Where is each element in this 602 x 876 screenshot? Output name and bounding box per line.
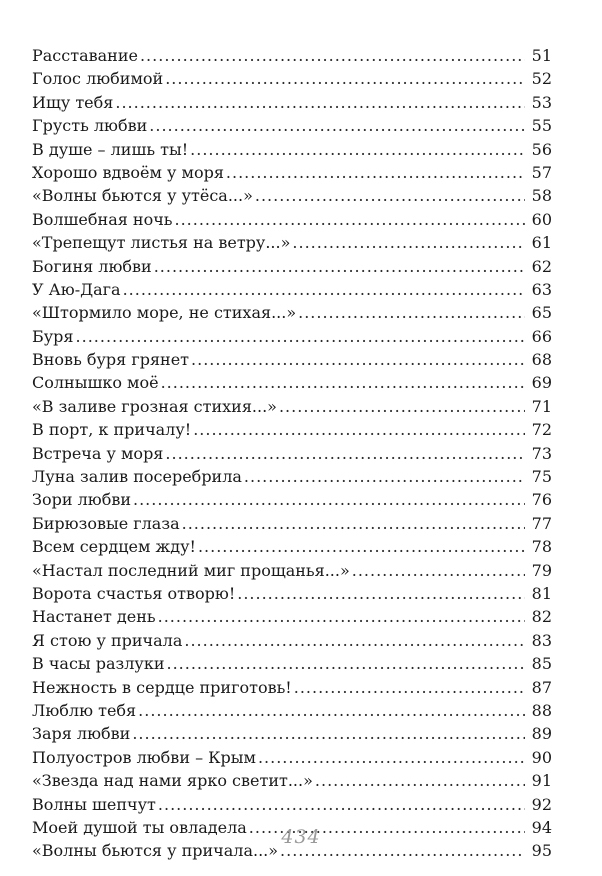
toc-entry-page: 68 — [531, 350, 552, 370]
toc-entry — [32, 769, 552, 792]
toc-entry — [32, 418, 552, 441]
toc-dot-leader — [237, 582, 525, 605]
toc-entry-title: Вновь буря грянет — [32, 350, 190, 370]
toc-entry-page: 77 — [531, 513, 552, 533]
toc-entry — [32, 208, 552, 231]
toc-dot-leader — [175, 208, 526, 231]
toc-entry-title: Заря любви — [32, 724, 131, 744]
toc-dot-leader — [138, 699, 525, 722]
toc-entry — [32, 114, 552, 137]
toc-entry-page: 92 — [531, 794, 552, 814]
toc-entry-page: 91 — [531, 771, 552, 791]
toc-entry-title: Луна залив посеребрила — [32, 467, 242, 487]
toc-dot-leader — [258, 746, 525, 769]
toc-entry-page: 53 — [531, 92, 552, 112]
toc-entry-page: 58 — [531, 186, 552, 206]
toc-entry-title: Бирюзовые глаза — [32, 513, 180, 533]
toc-entry — [32, 488, 552, 511]
toc-entry-page: 72 — [531, 420, 552, 440]
toc-entry-title: В часы разлуки — [32, 654, 165, 674]
toc-entry — [32, 371, 552, 394]
toc-entry — [32, 512, 552, 535]
toc-entry — [32, 676, 552, 699]
page-number: 434 — [281, 826, 321, 848]
toc-entry-page: 51 — [531, 46, 552, 65]
toc-entry-page: 78 — [531, 537, 552, 557]
toc-entry-title: «Волны бьются у причала...» — [32, 841, 279, 861]
toc-entry — [32, 699, 552, 722]
toc-dot-leader — [198, 535, 525, 558]
toc-dot-leader — [133, 488, 525, 511]
toc-dot-leader — [190, 138, 525, 161]
toc-entry — [32, 605, 552, 628]
toc-entry — [32, 67, 552, 90]
toc-entry-title: Люблю тебя — [32, 700, 137, 720]
toc-entry — [32, 138, 552, 161]
toc-entry-page: 63 — [531, 279, 552, 299]
toc-entry — [32, 722, 552, 745]
toc-dot-leader — [167, 652, 526, 675]
toc-entry — [32, 231, 552, 254]
toc-entry-title: «В заливе грозная стихия...» — [32, 396, 277, 416]
toc-dot-leader — [244, 465, 525, 488]
toc-dot-leader — [279, 395, 525, 418]
toc-dot-leader — [226, 161, 525, 184]
toc-entry-title: Полуостров любви – Крым — [32, 747, 256, 767]
toc-entry-page: 76 — [531, 490, 552, 510]
toc-entry-title: Нежность в сердце приготовь! — [32, 677, 292, 697]
toc-entry-title: Моей душой ты овладела — [32, 817, 247, 837]
toc-entry — [32, 582, 552, 605]
toc-dot-leader — [140, 44, 525, 67]
toc-entry — [32, 184, 552, 207]
toc-entry — [32, 465, 552, 488]
toc-dot-leader — [352, 559, 525, 582]
toc-entry-page: 90 — [531, 747, 552, 767]
toc-entry-title: Волшебная ночь — [32, 209, 173, 229]
toc-dot-leader — [76, 325, 525, 348]
toc-dot-leader — [161, 371, 525, 394]
toc-entry — [32, 559, 552, 582]
toc-entry-title: Расставание — [32, 46, 138, 65]
toc-entry-page: 94 — [531, 817, 552, 837]
toc-entry-page: 66 — [531, 326, 552, 346]
toc-entry — [32, 161, 552, 184]
toc-entry — [32, 301, 552, 324]
toc-entry — [32, 652, 552, 675]
toc-entry-page: 65 — [531, 303, 552, 323]
toc-entry-title: «Звезда над нами ярко светит...» — [32, 771, 313, 791]
toc-entry — [32, 535, 552, 558]
toc-dot-leader — [115, 91, 525, 114]
toc-entry-page: 95 — [531, 841, 552, 861]
toc-dot-leader — [165, 67, 525, 90]
toc-entry-page: 89 — [531, 724, 552, 744]
toc-entry-title: Солнышко моё — [32, 373, 159, 393]
toc-entry-page: 60 — [531, 209, 552, 229]
toc-entry-page: 52 — [531, 69, 552, 89]
toc-entry-title: «Штормило море, не стихая...» — [32, 303, 297, 323]
toc-dot-leader — [255, 184, 525, 207]
toc-entry — [32, 395, 552, 418]
toc-entry-title: Голос любимой — [32, 69, 164, 89]
toc-entry-title: У Аю-Дага — [32, 279, 121, 299]
toc-dot-leader — [191, 348, 525, 371]
toc-entry-title: Богиня любви — [32, 256, 152, 276]
toc-entry-title: «Настал последний миг прощанья...» — [32, 560, 350, 580]
toc-entry-title: Грусть любви — [32, 116, 148, 136]
toc-dot-leader — [292, 231, 525, 254]
toc-entry-page: 55 — [531, 116, 552, 136]
toc-dot-leader — [149, 114, 525, 137]
toc-entry — [32, 746, 552, 769]
toc-entry-page: 73 — [531, 443, 552, 463]
toc-entry-page: 82 — [531, 607, 552, 627]
toc-entry-page: 79 — [531, 560, 552, 580]
toc-entry-title: Всем сердцем жду! — [32, 537, 196, 557]
toc-entry — [32, 255, 552, 278]
toc-entry-title: Настанет день — [32, 607, 156, 627]
toc-entry — [32, 348, 552, 371]
toc-dot-leader — [184, 629, 525, 652]
toc-entry — [32, 278, 552, 301]
toc-entry-page: 61 — [531, 233, 552, 253]
toc-entry-title: Ищу тебя — [32, 92, 114, 112]
toc-entry — [32, 629, 552, 652]
toc-dot-leader — [193, 418, 525, 441]
toc-entry — [32, 442, 552, 465]
toc-entry-title: Зори любви — [32, 490, 131, 510]
toc-entry-title: «Волны бьются у утёса...» — [32, 186, 253, 206]
toc-entry-title: Волны шепчут — [32, 794, 156, 814]
toc-entry-title: Буря — [32, 326, 74, 346]
toc-dot-leader — [158, 793, 525, 816]
toc-entry — [32, 91, 552, 114]
toc-entry-title: Встреча у моря — [32, 443, 164, 463]
toc-dot-leader — [182, 512, 525, 535]
toc-entry-page: 56 — [531, 139, 552, 159]
toc-entry-page: 81 — [531, 583, 552, 603]
toc-entry-title: Хорошо вдвоём у моря — [32, 162, 224, 182]
toc-entry — [32, 325, 552, 348]
toc-entry-page: 62 — [531, 256, 552, 276]
toc-entry-page: 75 — [531, 467, 552, 487]
toc-entry-page: 83 — [531, 630, 552, 650]
toc-entry — [32, 44, 552, 67]
toc-entry-page: 69 — [531, 373, 552, 393]
toc-dot-leader — [315, 769, 525, 792]
toc-dot-leader — [123, 278, 525, 301]
toc-entry-page: 57 — [531, 162, 552, 182]
toc-dot-leader — [294, 676, 525, 699]
toc-entry-title: Я стою у причала — [32, 630, 183, 650]
table-of-contents — [32, 44, 552, 863]
toc-entry — [32, 793, 552, 816]
toc-entry-page: 71 — [531, 396, 552, 416]
toc-entry-title: «Трепещут листья на ветру...» — [32, 233, 291, 253]
toc-dot-leader — [298, 301, 525, 324]
toc-entry-page: 87 — [531, 677, 552, 697]
toc-entry-title: В порт, к причалу! — [32, 420, 192, 440]
toc-entry-title: В душе – лишь ты! — [32, 139, 189, 159]
toc-entry-title: Ворота счастья отворю! — [32, 583, 236, 603]
toc-dot-leader — [165, 442, 525, 465]
toc-dot-leader — [158, 605, 525, 628]
toc-entry-page: 88 — [531, 700, 552, 720]
toc-dot-leader — [132, 722, 525, 745]
toc-entry-page: 85 — [531, 654, 552, 674]
toc-dot-leader — [154, 255, 525, 278]
